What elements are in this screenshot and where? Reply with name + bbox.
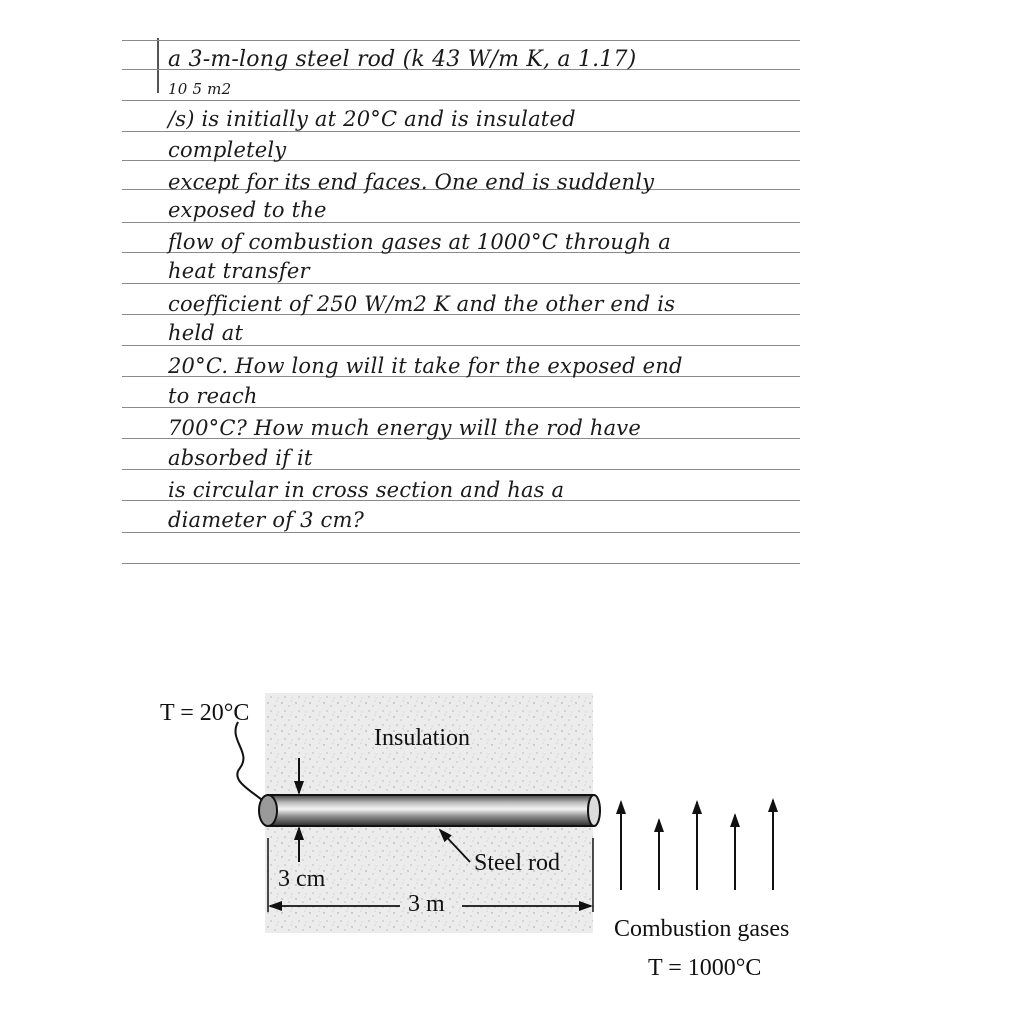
steel-rod bbox=[259, 795, 600, 826]
problem-line: 20°C. How long will it take for the exposed end bbox=[168, 354, 683, 378]
gas-temperature-label: T = 1000°C bbox=[648, 955, 762, 981]
problem-line: heat transfer bbox=[168, 259, 310, 283]
problem-line: exposed to the bbox=[168, 198, 327, 222]
length-label: 3 m bbox=[408, 891, 445, 917]
problem-line: to reach bbox=[168, 384, 258, 408]
problem-line: flow of combustion gases at 1000°C through a bbox=[168, 230, 672, 254]
problem-line: absorbed if it bbox=[168, 446, 313, 470]
leader-line bbox=[235, 722, 262, 800]
problem-line: 700°C? How much energy will the rod have bbox=[168, 416, 641, 440]
problem-line: held at bbox=[168, 321, 244, 345]
problem-line: is circular in cross section and has a bbox=[168, 478, 565, 502]
problem-line: diameter of 3 cm? bbox=[168, 508, 365, 532]
problem-line: a 3-m-long steel rod (k 43 W/m K, a 1.17) bbox=[168, 47, 637, 72]
problem-line: except for its end faces. One end is suddenly bbox=[168, 170, 655, 194]
problem-line: completely bbox=[168, 138, 287, 162]
problem-line: coefficient of 250 W/m2 K and the other end is bbox=[168, 292, 676, 316]
insulation-label: Insulation bbox=[374, 725, 470, 751]
left-end-temperature: T = 20°C bbox=[160, 700, 250, 726]
problem-line: /s) is initially at 20°C and is insulated bbox=[168, 107, 576, 131]
problem-line: 10 5 m2 bbox=[168, 80, 232, 98]
steel-rod-label: Steel rod bbox=[474, 850, 560, 876]
diameter-label: 3 cm bbox=[278, 866, 326, 892]
combustion-gases-label: Combustion gases bbox=[614, 916, 790, 942]
